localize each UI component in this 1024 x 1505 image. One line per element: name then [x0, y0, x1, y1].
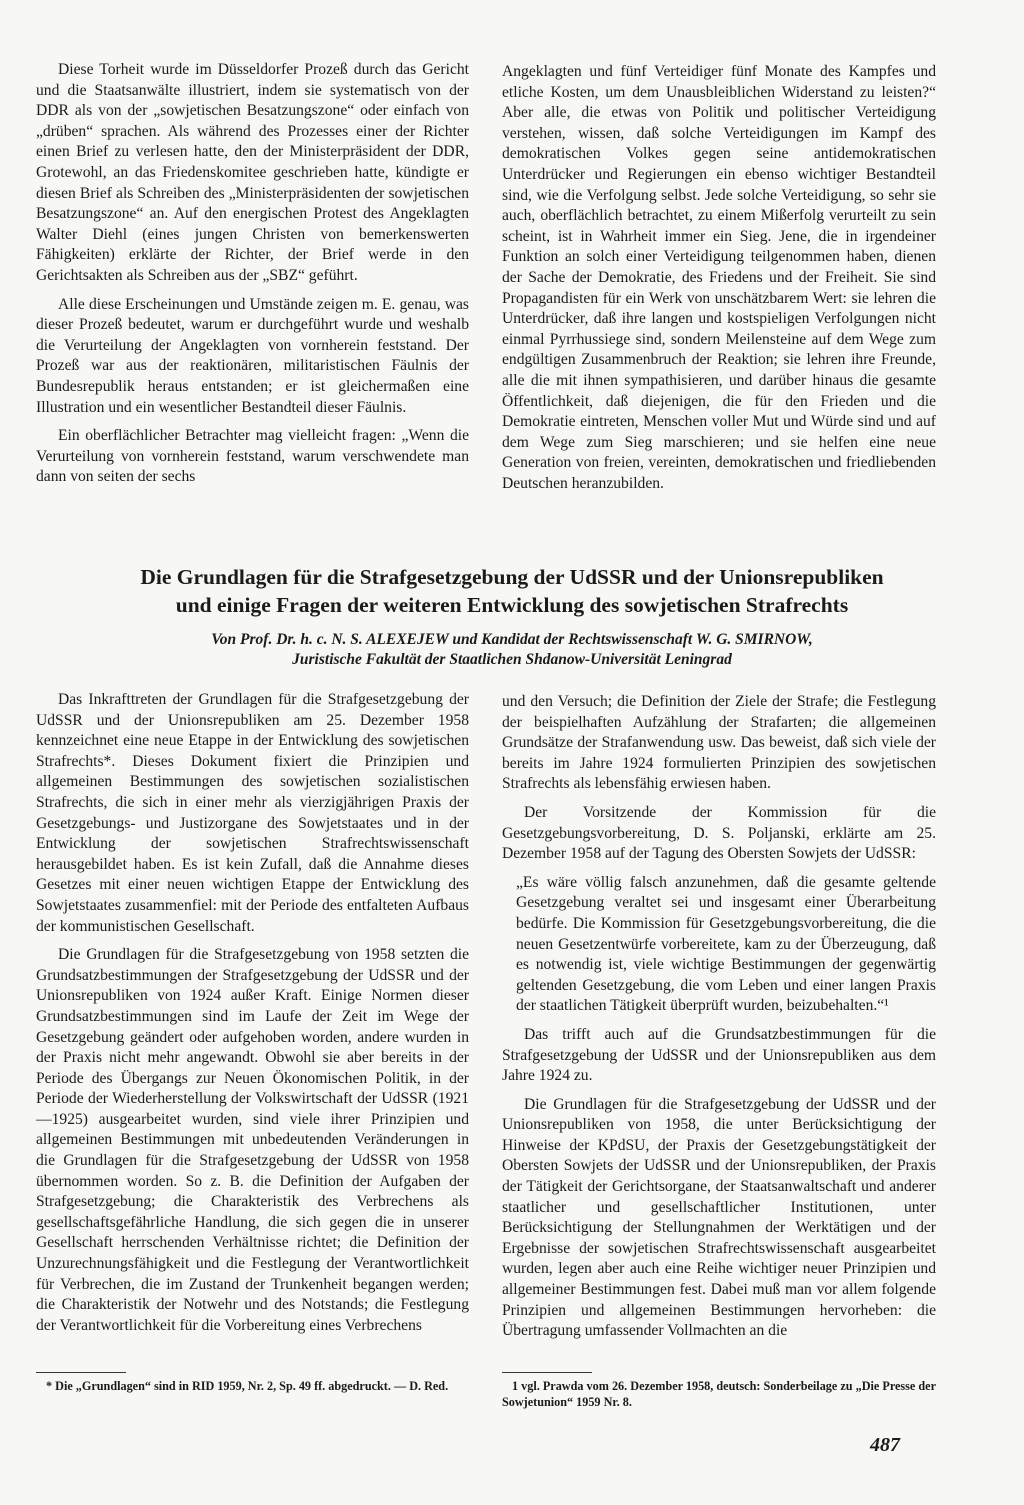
article-left-column — [36, 690, 469, 1344]
article-right-column — [502, 692, 936, 1350]
paragraph: Das trifft auch auf die Grundsatzbestimmungen für die Strafgesetzgebung der UdSSR und der Unionsrepubliken aus dem Jahre 1924 zu. — [502, 1025, 936, 1085]
paragraph: Ein oberflächlicher Betrachter mag vielleicht fragen: „Wenn die Verurteilung von vornherein feststand, warum verschwendete man dann von seiten der sechs — [36, 427, 469, 486]
continued-text-right-column — [502, 62, 936, 502]
paragraph: Der Vorsitzende der Kommission für die Gesetzgebungsvorbereitung, D. S. Poljanski, erklärte am 25. Dezember 1958 auf der Tagung des Obersten Sowjets der UdSSR: — [502, 803, 936, 863]
paragraph: Angeklagten und fünf Verteidiger fünf Monate des Kampfes und etliche Kosten, um dem Unausbleiblichen Widerstand zu leisten?“ Aber alle, die etwas von Politik und politischer Verteidigung verstehen, wissen, daß solche Verteidigungen im Kampf des demokratischen Volkes gegen seine antidemokratischen Unterdrücker und Regierungen ein ebenso wichtiger Bestandteil sind, wie die Verfolgung selbst. Jede solche Verteidigung, so sehr sie auch, oberflächlich betrachtet, zu einem Mißerfolg verurteilt zu sein scheint, ist in Wahrheit immer ein Sieg. Jene, die in irgendeiner Funktion an solch einer Verteidigung teilgenommen haben, dienen der Sache der Demokratie, des Friedens und der Freiheit. Sie sind Propagandisten für ein Werk von unschätzbarem Wert: sie lehren die Unterdrücker, daß ihre langen und kostspieligen Verfolgungen nicht einmal Pyrrhussiege sind, sondern Meilensteine auf dem Wege zum endgültigen Zusammenbruch der Reaktion; sie lehren ihre Freunde, alle die mit ihnen sympathisieren, und darüber hinaus die gesamte Öffentlichkeit, daß diejenigen, die für den Frieden und die Demokratie eintreten, Menschen voller Mut und Würde sind und auf dem Wege zum Sieg marschieren; und sie helfen eine neue Generation von freien, vereinten, demokratischen und friedliebenden Deutschen heranzubilden. — [502, 63, 936, 492]
article-byline — [40, 630, 984, 670]
article-title — [40, 563, 984, 619]
page-number: 487 — [870, 1434, 900, 1456]
paragraph: und den Versuch; die Definition der Ziele der Strafe; die Festlegung der beispielhaften Aufzählung der Strafarten; die allgemeinen Grundsätze der Strafanwendung usw. Das beweist, daß sich viele der bereits im Jahre 1924 formulierten Prinzipien des sowjetischen Strafrechts als lebensfähig erwiesen haben. — [502, 693, 936, 793]
paragraph: Alle diese Erscheinungen und Umstände zeigen m. E. genau, was dieser Prozeß bedeutet, warum er durchgeführt wurde und weshalb die Verurteilung der Angeklagten von vornherein feststand. Der Prozeß war aus der reaktionären, militaristischen Fäulnis der Bundesrepublik heraus entstanden; er ist gleichermaßen eine Illustration und ein wesentlicher Bestandteil dieser Fäulnis. — [36, 295, 469, 416]
paragraph: Diese Torheit wurde im Düsseldorfer Prozeß durch das Gericht und die Staatsanwälte illustriert, indem sie systematisch von der DDR als von der „sowjetischen Besatzungszone“ oder einfach von „drüben“ sprachen. Als während des Prozesses einer der Richter einen Brief zu verlesen hatte, den der Ministerpräsident der DDR, Grotewohl, an das Friedenskomitee geschrieben hatte, kündigte er diesen Brief als Schreiben des „Ministerpräsidenten der sowjetischen Besatzungszone“ an. Auf den energischen Protest des Angeklagten Walter Diehl (eines jungen Christen von bemerkenswerten Fähigkeiten) erklärte der Richter, der Brief werde in den Gerichtsakten als Schreiben aus der „SBZ“ geführt. — [36, 61, 469, 284]
paragraph: Das Inkrafttreten der Grundlagen für die Strafgesetzgebung der UdSSR und der Unionsrepubliken am 25. Dezember 1958 kennzeichnet eine neue Etappe in der Entwicklung des sowjetischen Strafrechts*. Dieses Dokument fixiert die Prinzipien und allgemeinen Bestimmungen des sowjetischen sozialistischen Strafrechts, die sich in einer mehr als vierzigjährigen Praxis der Gesetzgebungs- und Justizorgane des Sowjetstaates und in der Entwicklung der sowjetischen Strafrechtswissenschaft herausgebildet haben. Es ist kein Zufall, daß die Annahme dieses Gesetzes mit einer neuen wichtigen Etappe der Entwicklung des Sowjetstaates zusammenfiel: mit der Periode des entfalteten Aufbaus der kommunistischen Gesellschaft. — [36, 691, 469, 935]
footnote-right: 1 vgl. Prawda vom 26. Dezember 1958, deutsch: Sonderbeilage zu „Die Presse der Sowjetunion“ 1959 Nr. 8. — [502, 1379, 936, 1409]
footnote-separator — [502, 1372, 592, 1373]
block-quote: „Es wäre völlig falsch anzunehmen, daß die gesamte geltende Gesetzgebung veraltet sei und insgesamt einer Überarbeitung bedürfe. Die Kommission für Gesetzgebungsvorbereitung, die die neuen Gesetzentwürfe vorbereitete, kam zu der Überzeugung, daß es notwendig ist, viele wichtige Bestimmungen der gegenwärtig geltenden Gesetzgebung, die vom Leben und einer langen Praxis der staatlichen Tätigkeit überprüft wurden, beizubehalten.“¹ — [516, 873, 936, 1015]
article-title-line: Die Grundlagen für die Strafgesetzgebung der UdSSR und der Unionsrepubliken — [140, 565, 884, 589]
byline-affiliation: Juristische Fakultät der Staatlichen Shdanow-Universität Leningrad — [292, 651, 732, 668]
footnote-left: * Die „Grundlagen“ sind in RID 1959, Nr. 2, Sp. 49 ff. abgedruckt. — D. Red. — [46, 1379, 449, 1393]
byline-authors: Von Prof. Dr. h. c. N. S. ALEXEJEW und Kandidat der Rechtswissenschaft W. G. SMIRNOW, — [211, 631, 813, 648]
continued-text-left-column — [36, 60, 469, 496]
paragraph: Die Grundlagen für die Strafgesetzgebung der UdSSR und der Unionsrepubliken von 1958, die unter Berücksichtigung der Hinweise der KPdSU, der Praxis der Gesetzgebungstätigkeit der Obersten Sowjets der UdSSR und der Unionsrepubliken, der Praxis der Tätigkeit der Gerichtsorgane, der Staatsanwaltschaft und anderer staatlicher und gesellschaftlicher Institutionen, unter Berücksichtigung der Stellungnahmen der Werktätigen und der Ergebnisse der sowjetischen Strafrechtswissenschaft ausgearbeitet wurden, legen aber auch eine Reihe wichtiger neuer Prinzipien und allgemeiner Bestimmungen fest. Dabei muß man vor allem folgende Prinzipien und allgemeinen Bestimmungen hervorheben: die Übertragung umfassender Vollmachten an die — [502, 1095, 936, 1340]
article-title-line: und einige Fragen der weiteren Entwicklung des sowjetischen Strafrechts — [175, 593, 849, 617]
footnote-separator — [36, 1372, 126, 1373]
paragraph: Die Grundlagen für die Strafgesetzgebung von 1958 setzten die Grundsatzbestimmungen der Strafgesetzgebung der UdSSR und der Unionsrepubliken von 1924 außer Kraft. Einige Normen dieser Grundsatzbestimmungen sind im Laufe der Zeit im Wege der Gesetzgebung geändert oder aufgehoben worden, andere wurden in der Praxis nicht mehr angewandt. Obwohl sie aber bereits in der Periode des Übergangs zur Neuen Ökonomischen Politik, in der Periode der Wiederherstellung der Volkswirtschaft der UdSSR (1921—1925) ausgearbeitet wurden, sind viele ihrer Prinzipien und allgemeinen Bestimmungen mit unbedeutenden Veränderungen in die Grundlagen für die Strafgesetzgebung der UdSSR von 1958 übernommen worden. So z. B. die Definition der Aufgaben der Strafgesetzgebung; die Charakteristik des Verbrechens als gesellschaftsgefährliche Handlung, die sich gegen die in unserer Gesellschaft herrschenden Verhältnisse richtet; die Definition der Unzurechnungsfähigkeit und die Festlegung der Verantwortlichkeit für Verbrechen, die im Zustand der Trunkenheit begangen werden; die Charakteristik der Notwehr und des Notstands; die Festlegung der Verantwortlichkeit für die Vorbereitung eines Verbrechens — [36, 946, 469, 1334]
